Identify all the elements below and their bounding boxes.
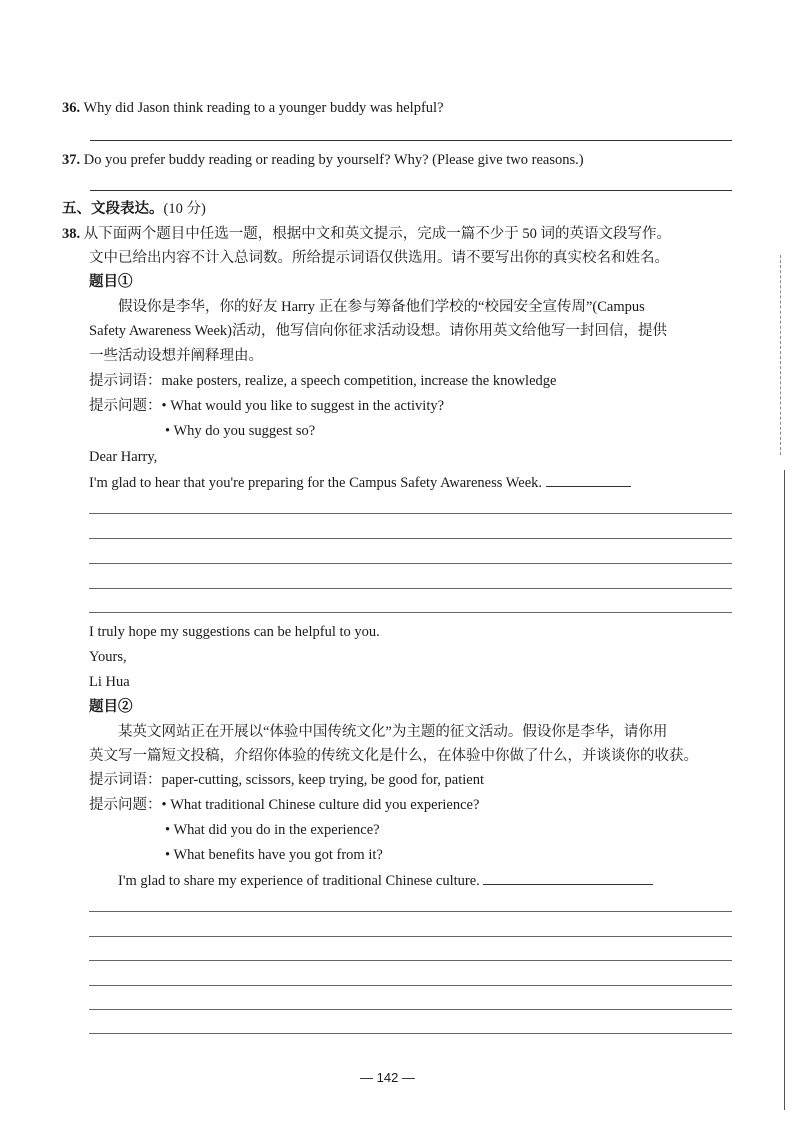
topic-1-para-3: 一些活动设想并阐释理由。: [89, 348, 263, 364]
question-36-text: Why did Jason think reading to a younger buddy was helpful?: [83, 100, 444, 116]
topic-1-signoff: Yours,: [89, 649, 127, 665]
topic-2-para-1: 某英文网站正在开展以“体验中国传统文化”为主题的征文活动。假设你是李华，请你用: [118, 724, 668, 740]
topic-2-writing-line-1[interactable]: [89, 911, 732, 912]
topic-1-writing-line-4[interactable]: [89, 588, 732, 589]
topic-1-closing: I truly hope my suggestions can be helpful to you.: [89, 624, 380, 640]
topic-1-writing-line-2[interactable]: [89, 538, 732, 539]
topic-2-opening-text: I'm glad to share my experience of traditional Chinese culture.: [118, 873, 480, 889]
topic-2-hint-words-label: 提示词语：: [89, 772, 162, 788]
topic-1-para-2: Safety Awareness Week)活动，他写信向你征求活动设想。请你用英文给他写一封回信，提供: [89, 323, 667, 339]
topic-1-opening-blank[interactable]: [546, 472, 631, 487]
topic-2-para-2: 英文写一篇短文投稿，介绍你体验的传统文化是什么，在体验中你做了什么，并谈谈你的收获。: [89, 748, 698, 764]
topic-1-label: 题目①: [89, 274, 133, 290]
topic-1-opening-text: I'm glad to hear that you're preparing for the Campus Safety Awareness Week.: [89, 475, 543, 491]
topic-1-hint-words: [89, 371, 556, 391]
topic-1-hint-questions: [89, 396, 444, 416]
question-38-instruction-1: 从下面两个题目中任选一题，根据中文和英文提示，完成一篇不少于 50 词的英语文段写作。: [83, 226, 671, 242]
section-5-score: (10 分): [163, 201, 206, 217]
topic-1-hint-words-text: make posters, realize, a speech competition, increase the knowledge: [161, 373, 557, 389]
topic-1-writing-line-3[interactable]: [89, 563, 732, 564]
topic-2-writing-line-2[interactable]: [89, 936, 732, 937]
topic-2-hint-question-2: • What did you do in the experience?: [165, 822, 380, 838]
question-36: [62, 98, 444, 118]
question-38-instruction-2: 文中已给出内容不计入总词数。所给提示词语仅供选用。请不要写出你的真实校名和姓名。: [89, 250, 669, 266]
topic-2-hint-questions: [89, 795, 479, 815]
topic-2-opening: [118, 870, 653, 891]
topic-2-hint-question-3: • What benefits have you got from it?: [165, 847, 383, 863]
topic-1-para-1: 假设你是李华，你的好友 Harry 正在参与筹备他们学校的“校园安全宣传周”(Campus: [118, 299, 645, 315]
answer-line-36[interactable]: [90, 140, 732, 141]
scan-edge-mark-lower: [784, 470, 785, 1110]
topic-1-hint-words-label: 提示词语：: [89, 373, 162, 389]
topic-2-label: 题目②: [89, 699, 133, 715]
topic-2-writing-line-6[interactable]: [89, 1033, 732, 1034]
question-38: [62, 224, 671, 244]
topic-1-hint-questions-label: 提示问题：: [89, 398, 162, 414]
topic-2-writing-line-4[interactable]: [89, 985, 732, 986]
topic-1-writing-line-1[interactable]: [89, 513, 732, 514]
section-5-title: 五、文段表达。: [62, 201, 164, 217]
topic-2-opening-blank[interactable]: [483, 870, 653, 885]
answer-line-37[interactable]: [90, 190, 732, 191]
topic-1-signature: Li Hua: [89, 674, 130, 690]
topic-2-writing-line-3[interactable]: [89, 960, 732, 961]
question-37: [62, 150, 584, 170]
topic-1-opening: [89, 472, 631, 493]
topic-2-hint-questions-label: 提示问题：: [89, 797, 162, 813]
topic-2-hint-words: [89, 770, 484, 790]
topic-1-hint-question-2: • Why do you suggest so?: [165, 423, 316, 439]
page-number: — 142 —: [360, 1070, 415, 1085]
question-37-text: Do you prefer buddy reading or reading by yourself? Why? (Please give two reasons.): [83, 152, 584, 168]
question-37-number: 37.: [62, 152, 81, 168]
topic-2-writing-line-5[interactable]: [89, 1009, 732, 1010]
topic-1-writing-line-5[interactable]: [89, 612, 732, 613]
topic-1-hint-question-1: • What would you like to suggest in the activity?: [161, 398, 445, 414]
question-38-number: 38.: [62, 226, 81, 242]
topic-2-hint-question-1: • What traditional Chinese culture did you experience?: [161, 797, 480, 813]
scan-edge-mark-upper: [780, 255, 781, 455]
question-36-number: 36.: [62, 100, 81, 116]
topic-1-greeting: Dear Harry,: [89, 449, 158, 465]
topic-2-hint-words-text: paper-cutting, scissors, keep trying, be good for, patient: [161, 772, 484, 788]
section-5-heading: [62, 199, 206, 219]
